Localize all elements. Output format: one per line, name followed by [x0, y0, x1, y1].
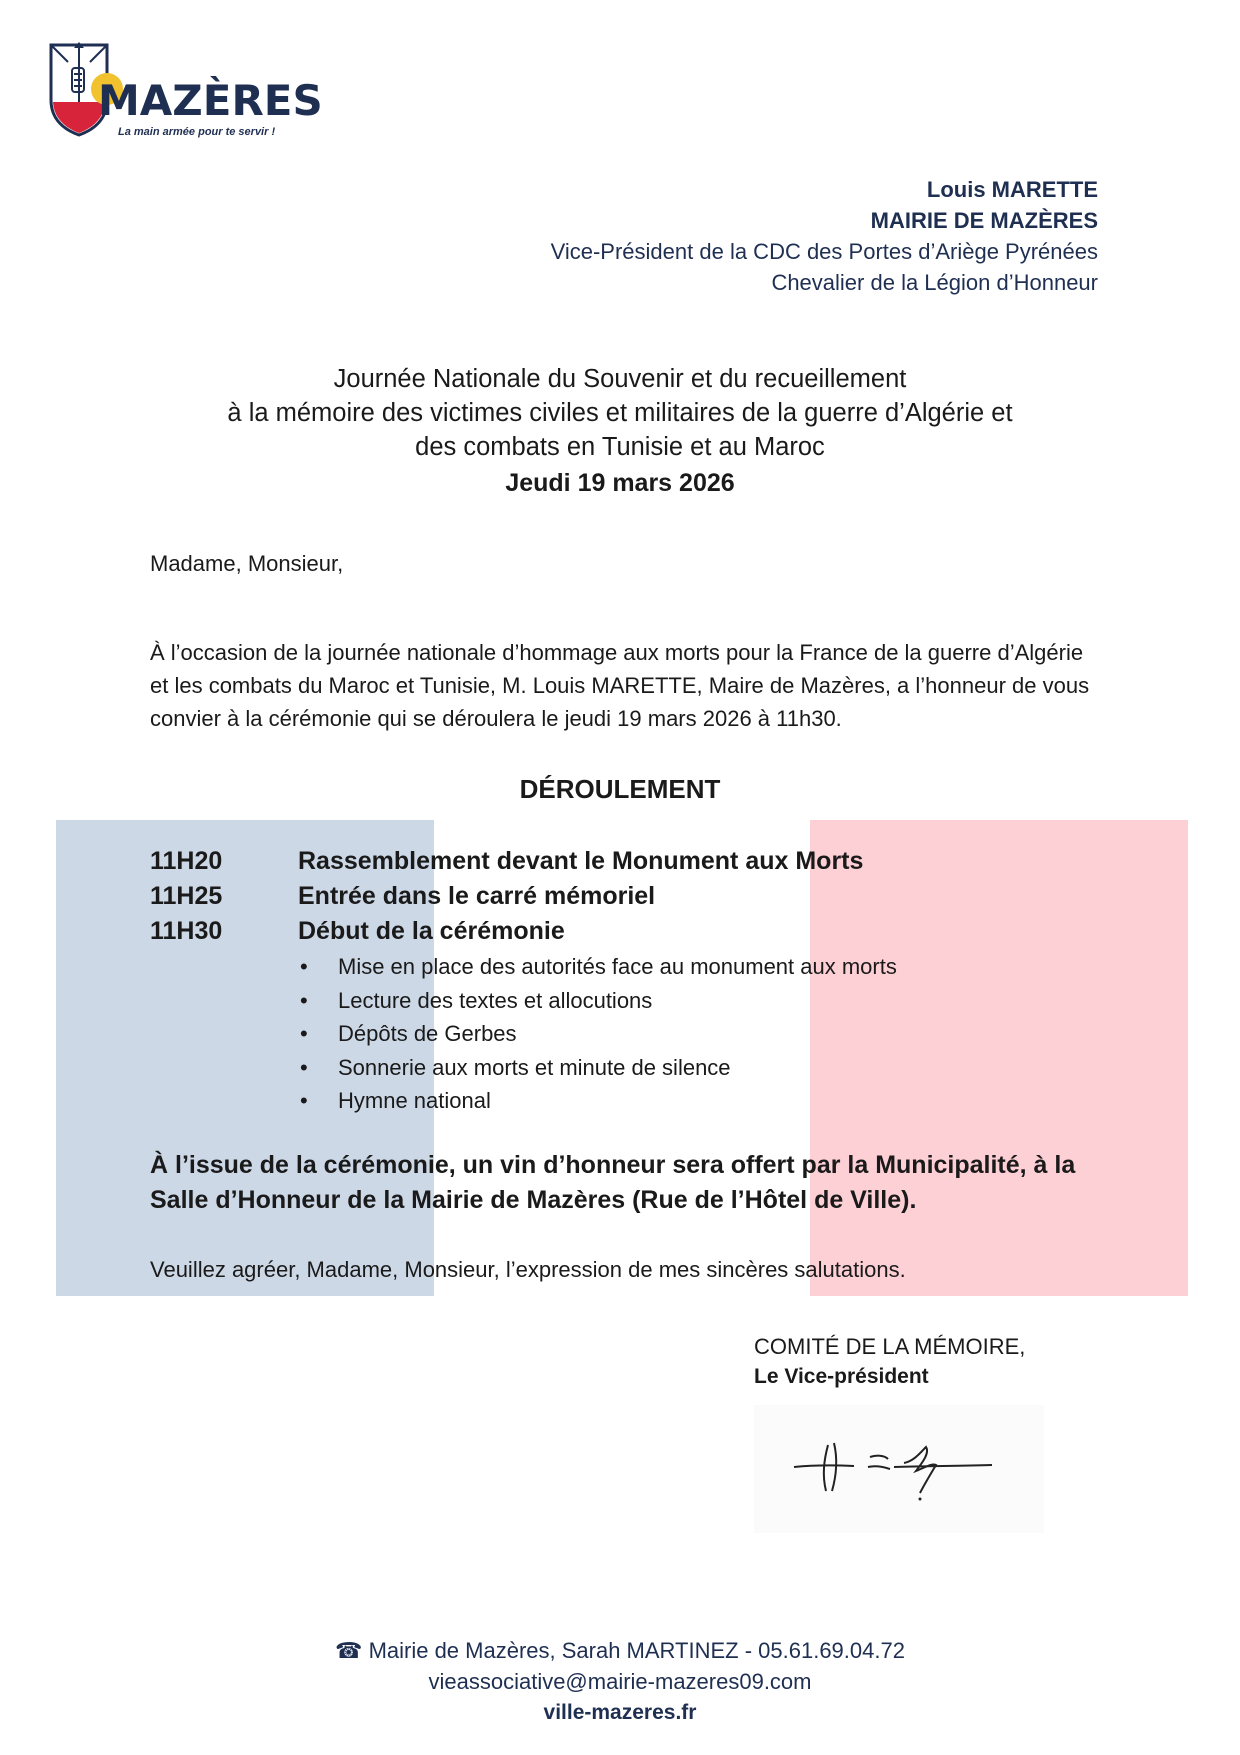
program-heading: DÉROULEMENT — [519, 774, 721, 804]
schedule-row — [150, 914, 863, 949]
list-item: • Mise en place des autorités face au monument aux morts — [300, 950, 897, 984]
list-item: • Dépôts de Gerbes — [300, 1017, 897, 1051]
footer — [0, 1635, 1240, 1728]
phone-icon: ☎ — [335, 1638, 363, 1663]
footer-website[interactable]: ville-mazeres.fr — [543, 1701, 697, 1724]
signature-image — [754, 1405, 1044, 1533]
title-line-1: Journée Nationale du Souvenir et du recueillement — [333, 365, 907, 393]
schedule-label: Début de la cérémonie — [298, 917, 565, 945]
schedule-label: Rassemblement devant le Monument aux Morts — [298, 847, 864, 875]
sender-block — [551, 174, 1098, 298]
salutation: Madame, Monsieur, — [150, 551, 344, 576]
document-title — [150, 362, 1090, 500]
schedule — [150, 844, 863, 949]
sender-role-1: Vice-Président de la CDC des Portes d’Ariège Pyrénées — [550, 239, 1098, 264]
intro-paragraph: À l’occasion de la journée nationale d’hommage aux morts pour la France de la guerre d’Algérie et les combats du Maroc et Tunisie, M. Louis MARETTE, Maire de Mazères, a l’honneur de vous convier à la cérémonie qui se déroulera le jeudi 19 mars 2026 à 11h30. — [150, 640, 1090, 731]
signer-block — [754, 1332, 1025, 1392]
signature-icon — [754, 1405, 1044, 1533]
schedule-time: 11H30 — [150, 917, 223, 945]
title-line-3: des combats en Tunisie et au Maroc — [415, 433, 825, 461]
schedule-row — [150, 844, 863, 879]
schedule-time: 11H20 — [150, 847, 223, 875]
ceremony-steps — [338, 950, 897, 1118]
list-item: • Hymne national — [300, 1084, 897, 1118]
sender-role-2: Chevalier de la Légion d’Honneur — [771, 270, 1098, 295]
schedule-row — [150, 879, 863, 914]
mairie-logo — [48, 32, 323, 147]
greeting: Veuillez agréer, Madame, Monsieur, l’expression de mes sincères salutations. — [150, 1257, 906, 1282]
list-item: • Sonnerie aux morts et minute de silence — [300, 1051, 897, 1085]
list-item: • Lecture des textes et allocutions — [300, 984, 897, 1018]
footer-email[interactable]: vieassociative@mairie-mazeres09.com — [428, 1669, 812, 1694]
title-line-2: à la mémoire des victimes civiles et militaires de la guerre d’Algérie et — [227, 399, 1013, 427]
closing-paragraph: À l’issue de la cérémonie, un vin d’honneur sera offert par la Municipalité, à la Salle d’Honneur de la Mairie de Mazères (Rue de l’Hôtel de Ville). — [150, 1151, 1076, 1214]
schedule-label: Entrée dans le carré mémoriel — [298, 882, 656, 910]
sender-institution: MAIRIE DE MAZÈRES — [870, 208, 1098, 233]
signer-title: Le Vice-président — [754, 1365, 929, 1388]
footer-contact-line — [0, 1635, 1240, 1666]
schedule-time: 11H25 — [150, 882, 223, 910]
event-date: Jeudi 19 mars 2026 — [505, 469, 735, 497]
logo-wordmark: MAZÈRES — [98, 76, 323, 125]
sender-name: Louis MARETTE — [926, 177, 1098, 202]
signer-org: COMITÉ DE LA MÉMOIRE, — [754, 1334, 1026, 1359]
logo-tagline: La main armée pour te servir ! — [118, 126, 276, 138]
footer-contact: Mairie de Mazères, Sarah MARTINEZ - 05.61.69.04.72 — [368, 1638, 905, 1663]
